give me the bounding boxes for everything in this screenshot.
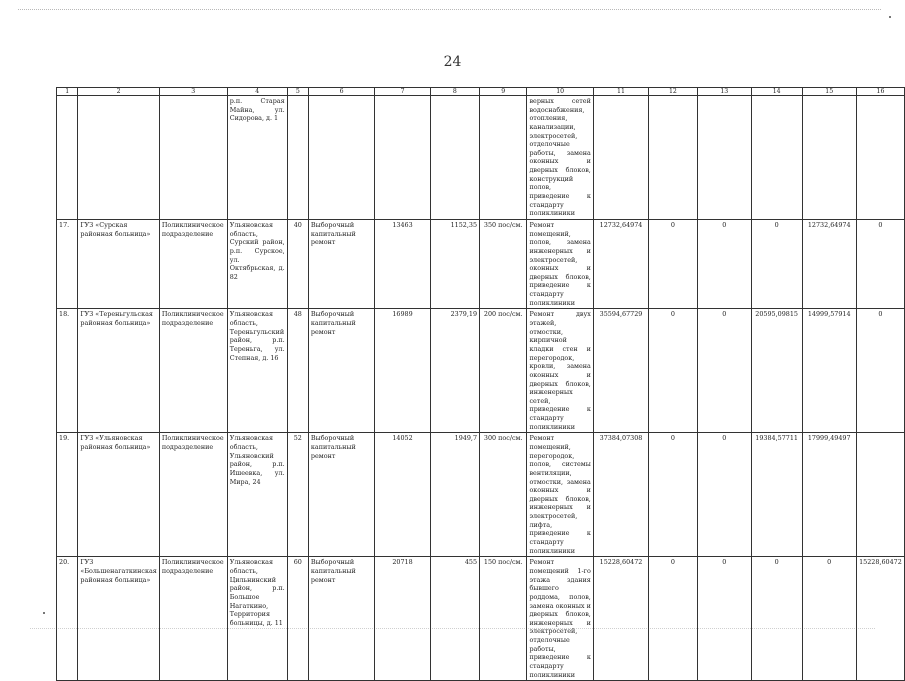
cell-col13	[697, 96, 751, 220]
table-row	[57, 557, 905, 681]
cell-col15: 12732,64974	[802, 219, 856, 308]
cell-subdivision: Поликлиническое подразделение	[159, 309, 227, 433]
scan-speck	[889, 16, 891, 18]
cell-col5: 60	[287, 557, 308, 681]
column-header: 5	[287, 88, 308, 96]
cell-col8	[430, 96, 479, 220]
cell-works-description: верных сетей водоснабжения, отопления, канализации, электросетей, отделочные работы, замена оконных и дверных блоков, конструкций полов, приведение к стандарту поликлиники	[527, 96, 593, 220]
cell-institution	[78, 96, 159, 220]
cell-number: 17.	[57, 219, 78, 308]
column-header: 16	[856, 88, 904, 96]
cell-address: Ульяновская область, Сурский район, р.п. Сурское, ул. Октябрьская, д. 82	[227, 219, 287, 308]
column-header: 10	[527, 88, 593, 96]
table-row	[57, 219, 905, 308]
cell-col13: 0	[697, 219, 751, 308]
cell-col5: 52	[287, 433, 308, 557]
cell-col11: 35594,67729	[593, 309, 648, 433]
cell-col8: 2379,19	[430, 309, 479, 433]
column-header: 2	[78, 88, 159, 96]
cell-repair-type: Выборочный капитальный ремонт	[308, 309, 374, 433]
cell-col8: 1152,35	[430, 219, 479, 308]
column-header: 12	[649, 88, 698, 96]
column-header: 13	[697, 88, 751, 96]
cell-capacity: 350 пос/см.	[480, 219, 527, 308]
column-header: 9	[480, 88, 527, 96]
column-header: 4	[227, 88, 287, 96]
cell-col12: 0	[649, 433, 698, 557]
scan-speck	[43, 612, 45, 614]
cell-number: 18.	[57, 309, 78, 433]
column-header: 15	[802, 88, 856, 96]
cell-col7: 14052	[375, 433, 430, 557]
table-row	[57, 433, 905, 557]
cell-address: Ульяновская область, Тереньгульский район, р.п. Тереньга, ул. Степная, д. 16	[227, 309, 287, 433]
cell-col13: 0	[697, 309, 751, 433]
cell-repair-type: Выборочный капитальный ремонт	[308, 219, 374, 308]
scan-edge-top	[18, 9, 881, 10]
cell-address: р.п. Старая Майна, ул. Сидорова, д. 1	[227, 96, 287, 220]
cell-subdivision: Поликлиническое подразделение	[159, 219, 227, 308]
cell-col7: 13463	[375, 219, 430, 308]
cell-capacity: 300 пос/см.	[480, 433, 527, 557]
cell-col16: 0	[856, 219, 904, 308]
page-number: 24	[443, 54, 462, 70]
column-header: 8	[430, 88, 479, 96]
cell-col16: 15228,60472	[856, 557, 904, 681]
cell-col14	[751, 96, 802, 220]
cell-repair-type	[308, 96, 374, 220]
cell-capacity: 150 пос/см.	[480, 557, 527, 681]
cell-col11: 37384,07308	[593, 433, 648, 557]
cell-col7	[375, 96, 430, 220]
cell-col12: 0	[649, 557, 698, 681]
cell-col13: 0	[697, 557, 751, 681]
column-header: 1	[57, 88, 78, 96]
cell-works-description: Ремонт помещений, полов, замена инженерных и электросетей, оконных и дверных блоков, приведение к стандарту поликлиники	[527, 219, 593, 308]
cell-capacity	[480, 96, 527, 220]
column-header: 14	[751, 88, 802, 96]
cell-works-description: Ремонт помещений 1-го этажа здания бывшего роддома, полов, замена оконных и дверных блоков, инженерных и электросетей, отделочные работы, приведение к стандарту поликлиники	[527, 557, 593, 681]
cell-col5: 48	[287, 309, 308, 433]
cell-col11: 12732,64974	[593, 219, 648, 308]
cell-col16	[856, 96, 904, 220]
cell-col14: 0	[751, 557, 802, 681]
cell-subdivision: Поликлиническое подразделение	[159, 557, 227, 681]
cell-number	[57, 96, 78, 220]
cell-col16: 0	[856, 309, 904, 433]
cell-institution: ГУЗ «Сурская районная больница»	[78, 219, 159, 308]
cell-col5	[287, 96, 308, 220]
cell-col5: 40	[287, 219, 308, 308]
cell-col15: 14999,57914	[802, 309, 856, 433]
column-header: 7	[375, 88, 430, 96]
cell-col14: 19384,57711	[751, 433, 802, 557]
table-row	[57, 96, 905, 220]
cell-repair-type: Выборочный капитальный ремонт	[308, 433, 374, 557]
cell-address: Ульяновская область, Цильнинский район, р.п. Большое Нагаткино, Территория больницы, д. 11	[227, 557, 287, 681]
cell-col15: 0	[802, 557, 856, 681]
cell-col8: 455	[430, 557, 479, 681]
cell-col11: 15228,60472	[593, 557, 648, 681]
cell-capacity: 200 пос/см.	[480, 309, 527, 433]
column-header: 6	[308, 88, 374, 96]
cell-number: 20.	[57, 557, 78, 681]
cell-col7: 16989	[375, 309, 430, 433]
cell-col12	[649, 96, 698, 220]
cell-subdivision: Поликлиническое подразделение	[159, 433, 227, 557]
cell-works-description: Ремонт помещений, перегородок, полов, системы вентиляции, отмостки, замена оконных и дверных блоков, инженерных и электросетей, лифта, приведение к стандарту поликлиники	[527, 433, 593, 557]
cell-col15	[802, 96, 856, 220]
table-row	[57, 309, 905, 433]
cell-col7: 20718	[375, 557, 430, 681]
cell-works-description: Ремонт двух этажей, отмостки, кирпичной кладки стен и перегородок, кровли, замена оконных и дверных блоков, инженерных сетей, приведение к стандарту поликлиники	[527, 309, 593, 433]
cell-col15: 17999,49497	[802, 433, 856, 557]
cell-col8: 1949,7	[430, 433, 479, 557]
cell-institution: ГУЗ «Большенагаткинская районная больница»	[78, 557, 159, 681]
cell-col16	[856, 433, 904, 557]
cell-col13: 0	[697, 433, 751, 557]
header-row	[57, 88, 905, 96]
cell-subdivision	[159, 96, 227, 220]
cell-col14: 20595,09815	[751, 309, 802, 433]
column-header: 11	[593, 88, 648, 96]
cell-address: Ульяновская область, Ульяновский район, р.п. Ишеевка, ул. Мира, 24	[227, 433, 287, 557]
cell-institution: ГУЗ «Тереньгульская районная больница»	[78, 309, 159, 433]
cell-col14: 0	[751, 219, 802, 308]
cell-col11	[593, 96, 648, 220]
cell-repair-type: Выборочный капитальный ремонт	[308, 557, 374, 681]
column-header: 3	[159, 88, 227, 96]
cell-col12: 0	[649, 309, 698, 433]
cell-number: 19.	[57, 433, 78, 557]
cell-col12: 0	[649, 219, 698, 308]
cell-institution: ГУЗ «Ульяновская районная больница»	[78, 433, 159, 557]
repair-register-table	[56, 87, 905, 681]
